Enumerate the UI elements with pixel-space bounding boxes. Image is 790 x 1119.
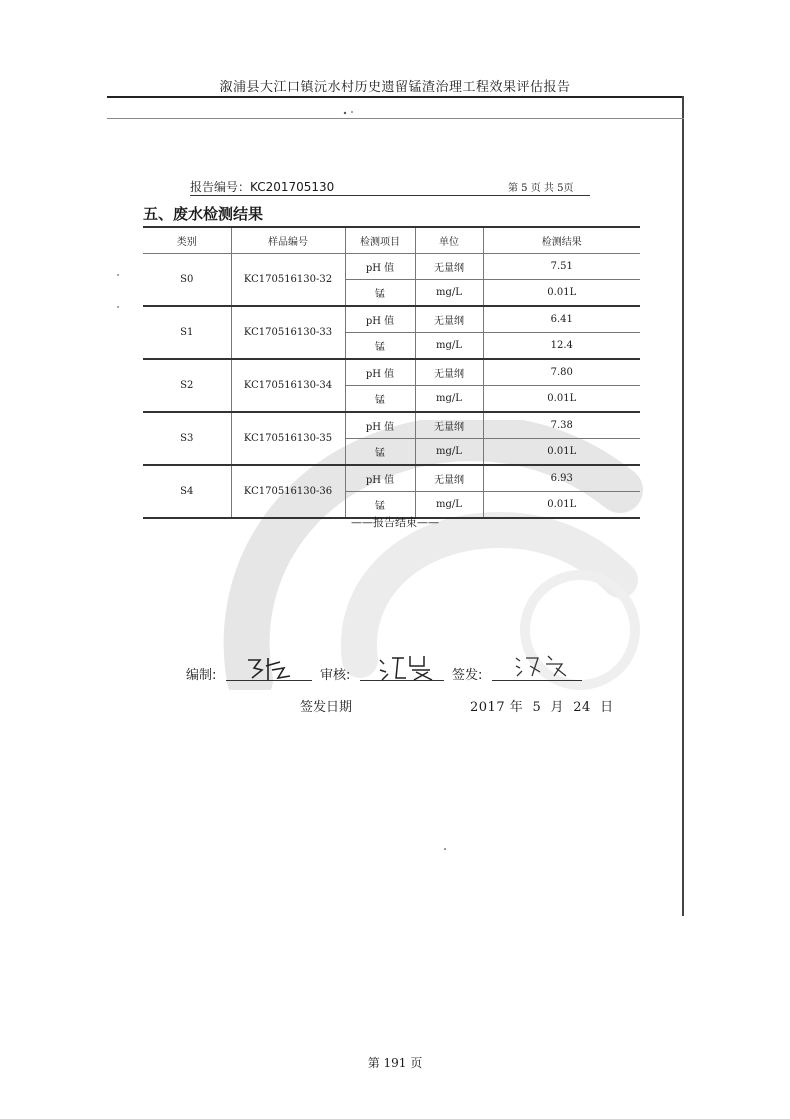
test-item-cell: pH 值 <box>345 254 415 280</box>
report-end-note: ——报告结束—— <box>351 516 439 529</box>
document-header: 溆浦县大江口镇沅水村历史遗留锰渣治理工程效果评估报告 <box>219 80 571 95</box>
test-item-cell: pH 值 <box>345 359 415 386</box>
test-item-cell: pH 值 <box>345 412 415 439</box>
test-item-cell: 锰 <box>345 439 415 466</box>
category-cell: S4 <box>143 465 231 518</box>
test-item-cell: 锰 <box>345 386 415 413</box>
section-title: 五、废水检测结果 <box>143 205 264 223</box>
result-cell: 0.01L <box>483 280 640 307</box>
test-item-cell: 锰 <box>345 492 415 519</box>
result-cell: 6.93 <box>483 465 640 492</box>
page-of-indicator: 第 5 页 共 5页 <box>508 183 574 194</box>
result-cell: 6.41 <box>483 306 640 333</box>
test-item-cell: 锰 <box>345 333 415 360</box>
page-number: 第 191 页 <box>367 1056 423 1070</box>
test-item-cell: pH 值 <box>345 465 415 492</box>
unit-cell: 无量纲 <box>415 254 483 280</box>
sample-id-cell: KC170516130-34 <box>231 359 345 412</box>
test-item-cell: 锰 <box>345 280 415 307</box>
header-result: 检测结果 <box>483 227 640 254</box>
approved-label: 签发: <box>452 668 483 683</box>
result-cell: 0.01L <box>483 492 640 519</box>
unit-cell: 无量纲 <box>415 465 483 492</box>
unit-cell: mg/L <box>415 333 483 360</box>
test-item-cell: pH 值 <box>345 306 415 333</box>
result-cell: 0.01L <box>483 386 640 413</box>
sample-id-cell: KC170516130-35 <box>231 412 345 465</box>
unit-cell: 无量纲 <box>415 412 483 439</box>
compiled-label: 编制: <box>186 668 217 683</box>
issue-date-label: 签发日期 <box>300 700 353 715</box>
sample-id-cell: KC170516130-32 <box>231 254 345 307</box>
result-cell: 7.80 <box>483 359 640 386</box>
header-sample-id: 样品编号 <box>231 227 345 254</box>
category-cell: S0 <box>143 254 231 307</box>
reviewed-label: 审核: <box>320 668 351 683</box>
result-cell: 12.4 <box>483 333 640 360</box>
category-cell: S3 <box>143 412 231 465</box>
unit-cell: mg/L <box>415 280 483 307</box>
header-unit: 单位 <box>415 227 483 254</box>
sample-id-cell: KC170516130-36 <box>231 465 345 518</box>
result-cell: 0.01L <box>483 439 640 466</box>
report-number: 报告编号：KC201705130 <box>190 180 335 194</box>
unit-cell: mg/L <box>415 386 483 413</box>
header-category: 类别 <box>143 227 231 254</box>
unit-cell: mg/L <box>415 439 483 466</box>
sample-id-cell: KC170516130-33 <box>231 306 345 359</box>
result-cell: 7.38 <box>483 412 640 439</box>
unit-cell: 无量纲 <box>415 359 483 386</box>
unit-cell: mg/L <box>415 492 483 519</box>
unit-cell: 无量纲 <box>415 306 483 333</box>
category-cell: S2 <box>143 359 231 412</box>
result-cell: 7.51 <box>483 254 640 280</box>
issue-date: 2017 年 5 月 24 日 <box>470 700 614 715</box>
category-cell: S1 <box>143 306 231 359</box>
header-test-item: 检测项目 <box>345 227 415 254</box>
